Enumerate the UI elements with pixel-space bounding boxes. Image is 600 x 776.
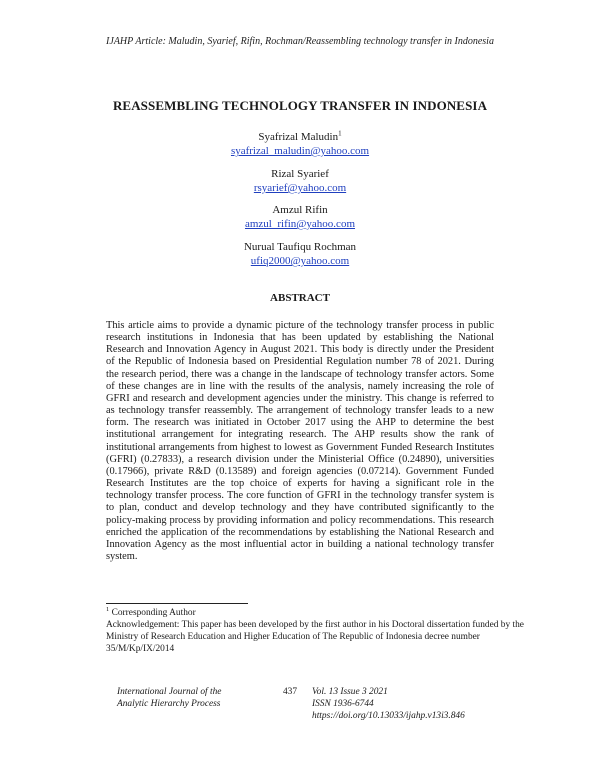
footer-journal-line-1: International Journal of the xyxy=(117,687,222,697)
author-block-1 xyxy=(0,130,600,158)
footnote-marker: 1 xyxy=(106,605,110,613)
author-email-link[interactable]: ufiq2000@yahoo.com xyxy=(250,255,350,267)
footnote-corresponding xyxy=(106,605,526,620)
footnote-divider xyxy=(106,603,248,604)
author-email-link[interactable]: amzul_rifin@yahoo.com xyxy=(244,218,356,230)
footnotes xyxy=(106,605,526,656)
footnote-corresponding-text: Corresponding Author xyxy=(111,608,196,618)
author-name: Amzul Rifin xyxy=(272,204,328,216)
author-email-link[interactable]: syafrizal_maludin@yahoo.com xyxy=(230,145,370,157)
author-email-link[interactable]: rsyarief@yahoo.com xyxy=(253,182,347,194)
running-header: IJAHP Article: Maludin, Syarief, Rifin, Rochman/Reassembling technology transfer in Indonesia xyxy=(106,36,494,47)
author-block-3 xyxy=(0,203,600,231)
footer-volume: Vol. 13 Issue 3 2021 xyxy=(312,687,388,697)
footnote-acknowledgement: Acknowledgement: This paper has been developed by the first author in his Doctoral dissertation funded by the Ministry of Research Education and Higher Education of The Republic of Indonesia decree number 35/M/Kp/IX/2014 xyxy=(106,619,524,654)
footer-publication-info xyxy=(312,686,512,722)
author-name: Nurual Taufiqu Rochman xyxy=(243,241,357,253)
page-number: 437 xyxy=(282,687,298,697)
abstract-text: This article aims to provide a dynamic picture of the technology transfer process in public research institutions in Indonesia that has been updated by establishing the National Research and Innovation Agency in August 2021. This body is directly under the President of the Republic of Indonesia based on Presidential Regulation number 78 of 2021. During the research period, there was a change in the landscape of technology transfer actors. Some of these changes are in line with the results of the analysis, namely increasing the role of GFRI and research and development agencies under the ministry. This change is referred to as technology transfer reassembly. The arrangement of technology transfer leads to a new form. The research was initiated in October 2017 using the AHP to determine the best institutional arrangement for integrating research. The AHP results show the rank of institutional arrangements from highest to lowest as Government Funded Research Institutes (GFRI) (0.27833), a research division under the Ministerial Office (0.24890), universities (0.17966), private R&D (0.13589) and foreign agencies (0.07214). Government Funded Research Institutes are the top choice of experts for having a significant role in the technology transfer process. The core function of GFRI in the technology transfer system is to plan, conduct and develop technology and they have contributed significantly to the policy-making process by providing information and policy recommendations. This research enriched the application of the recommendations by establishing the National Research and Innovation Agency as the most influential actor in building a national technology transfer system. xyxy=(106,320,494,562)
author-name: Syafrizal Maludin xyxy=(258,131,339,143)
footer-journal-line-2: Analytic Hierarchy Process xyxy=(117,699,221,709)
paper-title: REASSEMBLING TECHNOLOGY TRANSFER IN INDONESIA xyxy=(112,98,488,113)
footer-issn: ISSN 1936-6744 xyxy=(312,699,374,709)
author-block-4 xyxy=(0,240,600,268)
footnote-marker: 1 xyxy=(338,129,342,138)
author-name: Rizal Syarief xyxy=(271,168,329,180)
author-block-2 xyxy=(0,167,600,195)
footer-doi-link[interactable]: https://doi.org/10.13033/ijahp.v13i3.846 xyxy=(312,711,465,721)
abstract-heading: ABSTRACT xyxy=(270,292,330,304)
footer-journal xyxy=(117,686,267,710)
